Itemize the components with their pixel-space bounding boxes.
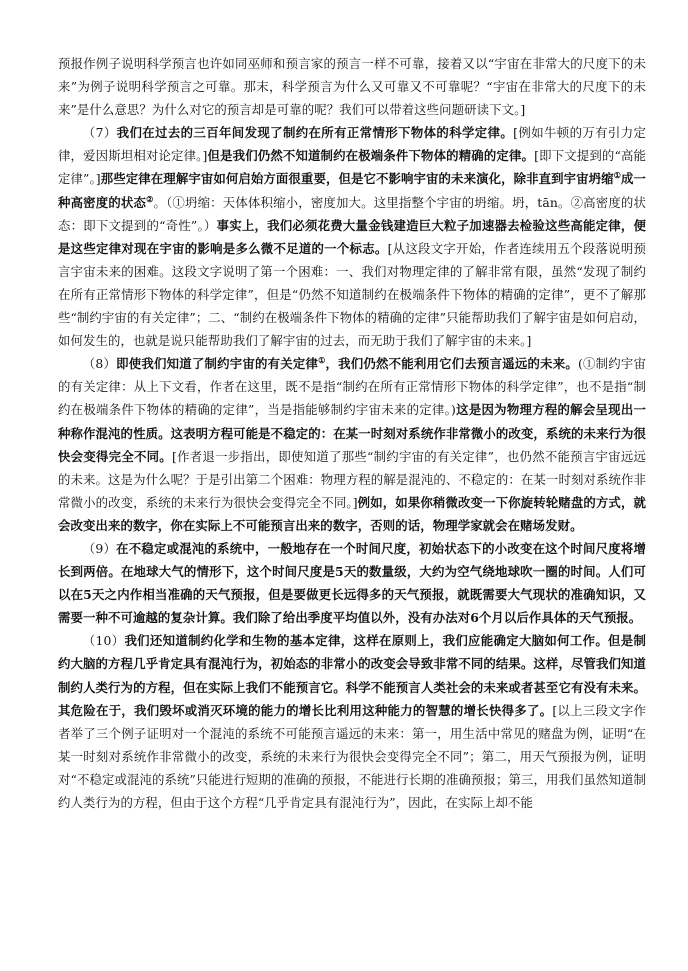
bold-text-run: 成一种高密度的状态 [58,171,647,210]
paragraph-8 [58,352,646,537]
footnote-marker: ① [318,355,326,366]
bold-text-run: 这是因为物理方程的解会呈现出一种称作混沌的性质。这表明方程可能是不稳定的：在某一时刻对系统作非常微小的改变，系统的未来行为很快会变得完全不同。 [58,402,646,464]
annotation-text-run: 。（①坍缩：天体体积缩小，密度加大。这里指整个宇宙的坍缩。坍，tān。②高密度的状态：即下文提到的“奇性”。） [58,194,647,233]
annotation-text-run: [以上三段文字作者举了三个例子证明对一个混沌的系统不可能预言遥远的未来：第一，用生活中常见的赌盘为例，证明“在某一时刻对系统作非常微小的改变，系统的未来行为很快会变得完全不同”；第二，用天气预报为例，证明对“不稳定或混沌的系统”只能进行短期的准确的预报，不能进行长期的准确预报；第三，用我们虽然知道制约人类行为的方程，但由于这个方程“几乎肯定具有混沌行为”，因此，在实际上却不能 [58,702,646,810]
bold-text-run: 那些定律在理解宇宙如何启始方面很重要，但是它不影响宇宙的未来演化，除非直到宇宙坍缩 [100,171,614,187]
annotation-text-run: (①制约宇宙的有关定律：从上下文看，作者在这里，既不是指“制约在所有正常情形下物体的科学定律”，也不是指“制约在极端条件下物体的精确的定律”，当是指能够制约宇宙未来的定律。) [58,356,646,418]
bold-text-run: 在不稳定或混沌的系统中，一般地存在一个时间尺度，初始状态下的小改变在这个时间尺度将增长到两倍。在地球大气的情形下，这个时间尺度是5天的数量级，大约为空气绕地球吹一圈的时间。人们可以在5天之内作相当准确的天气预报，但是要做更长远得多的天气预报，就既需要大气现状的准确知识，又需要一种不可逾越的复杂计算。我们除了给出季度平均值以外，没有办法对6个月以后作具体的天气预报。 [58,540,647,626]
annotation-text-run: 预报作例子说明科学预言也许如同巫师和预言家的预言一样不可靠，接着又以“宇宙在非常大的尺度下的未来”为例子说明科学预言之可靠。那末，科学预言为什么又可靠又不可靠呢？“宇宙在非常大的尺度下的未来”是什么意思？为什么对它的预言却是可靠的呢？我们可以带着这些问题研读下文。] [58,56,646,118]
annotation-text-run: [即下文提到的“高能定律”。] [58,148,646,187]
bold-text-run: 即使我们知道了制约宇宙的有关定律 [116,356,319,372]
annotation-text-run: （8） [82,356,117,372]
footnote-marker: ① [613,170,621,181]
bold-text-run: 但是我们仍然不知道制约在极端条件下物体的精确的定律。 [207,148,535,164]
paragraph-7 [58,121,646,352]
bold-text-run: 我们还知道制约化学和生物的基本定律，这样在原则上，我们应能确定大脑如何工作。但是制约大脑的方程几乎肯定具有混沌行为，初始态的非常小的改变会导致非常不同的结果。这样，尽管我们知道制约人类行为的方程，但在实际上我们不能预言它。科学不能预言人类社会的未来或者甚至它有没有未来。其危险在于，我们毁坏或消灭环境的能力的增长比利用这种能力的智慧的增长快得多了。 [58,633,646,718]
paragraph-9 [58,537,646,629]
annotation-text-run: （9） [82,540,117,556]
annotation-text-run: [例如牛顿的万有引力定律，爱因斯坦相对论定律。] [58,125,647,164]
footnote-marker: ② [146,193,154,204]
annotation-text-run: [作者退一步指出，即使知道了那些“制约宇宙的有关定律”，也仍然不能预言宇宙远远的未来。这是为什么呢？于是引出第二个困难：物理方程的解是混沌的、不稳定的：在某一时刻对系统作非常微小的改变，系统的未来行为很快会变得完全不同。] [58,448,646,510]
annotation-text-run: （10） [82,633,125,649]
bold-text-run: 事实上，我们必须花费大量金钱建造巨大粒子加速器去检验这些高能定律，便是这些定律对现在宇宙的影响是多么微不足道的一个标志。 [58,217,646,256]
annotation-text-run: [从这段文字开始，作者连续用五个段落说明预言宇宙未来的困难。这段文字说明了第一个困难：一、我们对物理定律的了解非常有限，虽然“发现了制约在所有正常情形下物体的科学定律”，但是“仍然不知道制约在极端条件下物体的精确的定律”，更不了解那些“制约宇宙的有关定律”；二、“制约在极端条件下物体的精确的定律”只能帮助我们了解宇宙是如何启动，如何发生的，也就是说只能帮助我们了解宇宙的过去，而无助于我们了解宇宙的未来。] [58,240,646,349]
bold-text-run: ，我们仍然不能利用它们去预言遥远的未来。 [325,356,578,372]
paragraph-intro-continued [58,52,646,121]
annotation-text-run: （7） [82,125,117,141]
bold-text-run: 例如，如果你稍微改变一下你旋转轮赌盘的方式，就会改变出来的数字，你在实际上不可能预言出来的数字，否则的话，物理学家就会在赌场发财。 [58,494,646,533]
paragraph-10 [58,629,646,814]
bold-text-run: 我们在过去的三百年间发现了制约在所有正常情形下物体的科学定律。 [116,125,514,141]
